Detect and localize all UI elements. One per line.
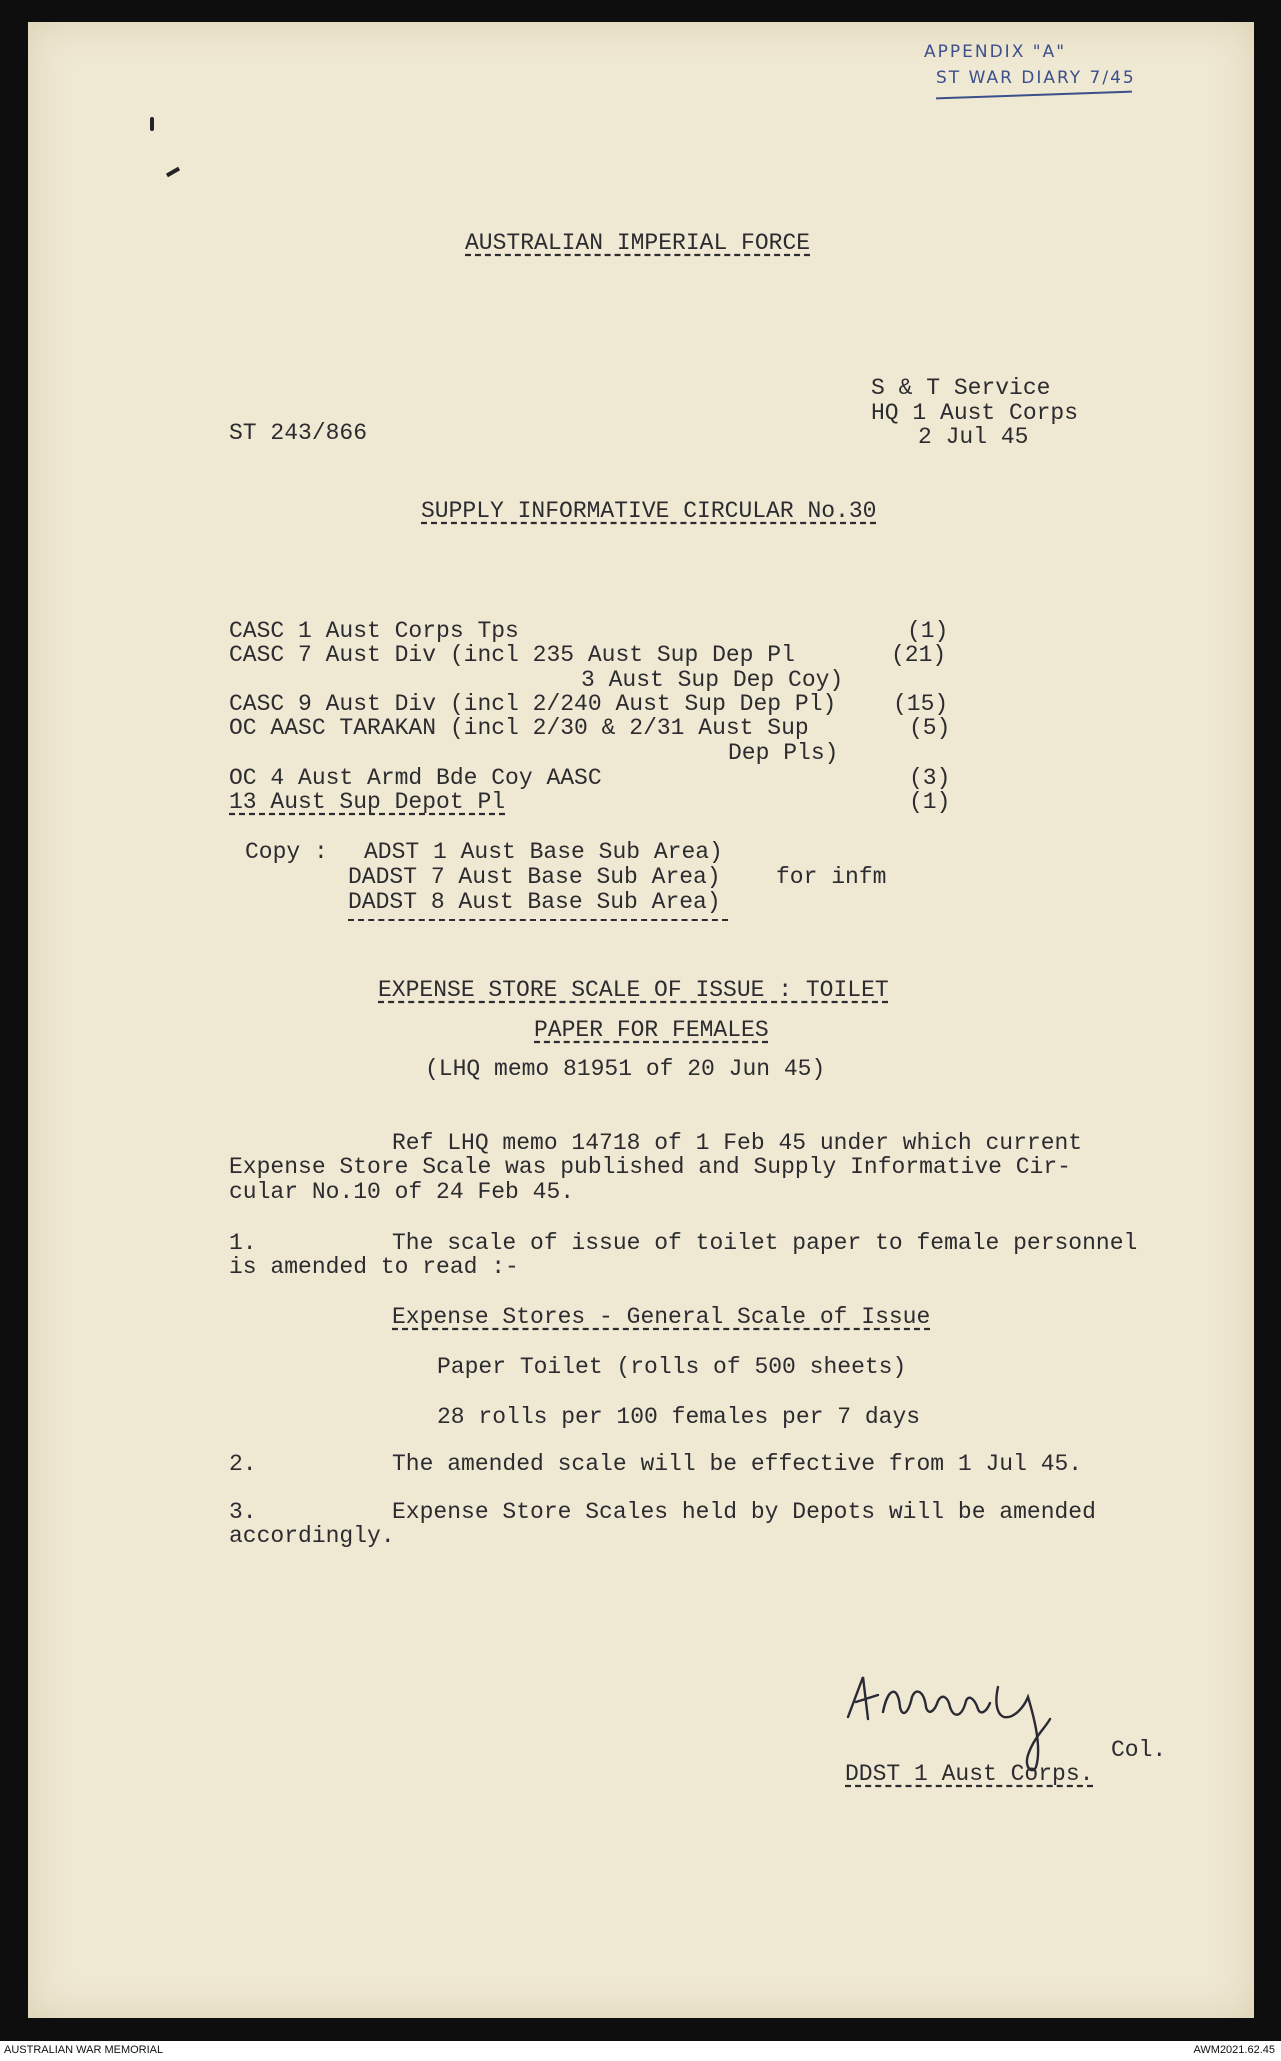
subject-line1: EXPENSE STORE SCALE OF ISSUE : TOILET [378, 977, 889, 1003]
subject-line3: (LHQ memo 81951 of 20 Jun 45) [425, 1056, 826, 1082]
dist-line: 3 Aust Sup Dep Coy) [581, 667, 844, 693]
copy-suffix: for infm [776, 864, 887, 890]
punch-mark [150, 117, 154, 131]
header-date: 2 Jul 45 [918, 424, 1029, 450]
intro-line: Expense Store Scale was published and Supply Informative Cir- [229, 1154, 1071, 1180]
annotation-line1: APPENDIX "A" [924, 42, 1067, 62]
reference-number: ST 243/866 [229, 420, 368, 446]
copy-label: Copy : [245, 839, 328, 865]
footer-accession: AWM2021.62.45 [1193, 2044, 1275, 2056]
dist-line: CASC 1 Aust Corps Tps [229, 618, 519, 644]
subject-line2: PAPER FOR FEMALES [534, 1017, 769, 1043]
para3-line: accordingly. [229, 1523, 395, 1549]
para2-text: The amended scale will be effective from 1 Jul 45. [392, 1451, 1083, 1477]
scale-item: Paper Toilet (rolls of 500 sheets) [437, 1354, 907, 1380]
punch-mark [166, 167, 180, 177]
scale-rate: 28 rolls per 100 females per 7 days [437, 1404, 921, 1430]
dist-line: OC 4 Aust Armd Bde Coy AASC [229, 765, 602, 791]
signature-rank: Col. [1111, 1737, 1167, 1763]
dist-count: (3) [909, 765, 951, 791]
annotation-line2: ST WAR DIARY 7/45 [936, 68, 1136, 88]
intro-line: cular No.10 of 24 Feb 45. [229, 1179, 575, 1205]
para3-line: Expense Store Scales held by Depots will be amended [392, 1499, 1096, 1525]
dist-count: (15) [893, 691, 949, 717]
handwritten-signature [828, 1657, 1128, 1777]
dist-count: (1) [909, 789, 951, 815]
para1-line: is amended to read :- [229, 1254, 519, 1280]
document-heading: AUSTRALIAN IMPERIAL FORCE [465, 230, 811, 256]
dist-line: CASC 9 Aust Div (incl 2/240 Aust Sup Dep Pl) [229, 691, 837, 717]
dist-line: 13 Aust Sup Depot Pl [229, 789, 506, 815]
dist-count: (5) [909, 715, 951, 741]
header-hq: HQ 1 Aust Corps [871, 400, 1079, 426]
signature-title: DDST 1 Aust Corps. [845, 1761, 1094, 1787]
footer-bar [0, 2041, 1281, 2061]
para1-line: The scale of issue of toilet paper to female personnel [392, 1230, 1138, 1256]
copy-line: DADST 8 Aust Base Sub Area) [348, 889, 721, 915]
dist-count: (21) [891, 642, 947, 668]
footer-source: AUSTRALIAN WAR MEMORIAL [4, 2044, 164, 2056]
copy-underline [348, 919, 728, 921]
header-unit: S & T Service [871, 375, 1051, 401]
circular-title: SUPPLY INFORMATIVE CIRCULAR No.30 [421, 498, 877, 524]
para1-number: 1. [229, 1230, 257, 1256]
scale-title: Expense Stores - General Scale of Issue [392, 1304, 931, 1330]
document-sheet [28, 22, 1254, 2018]
para3-number: 3. [229, 1499, 257, 1525]
copy-line: DADST 7 Aust Base Sub Area) [348, 864, 721, 890]
copy-line: ADST 1 Aust Base Sub Area) [364, 839, 723, 865]
intro-line: Ref LHQ memo 14718 of 1 Feb 45 under which current [392, 1130, 1083, 1156]
annotation-underline [936, 91, 1132, 100]
dist-line: Dep Pls) [728, 740, 839, 766]
dist-line: OC AASC TARAKAN (incl 2/30 & 2/31 Aust Sup [229, 715, 809, 741]
para2-number: 2. [229, 1451, 257, 1477]
dist-count: (1) [907, 618, 949, 644]
dist-line: CASC 7 Aust Div (incl 235 Aust Sup Dep Pl [229, 642, 795, 668]
